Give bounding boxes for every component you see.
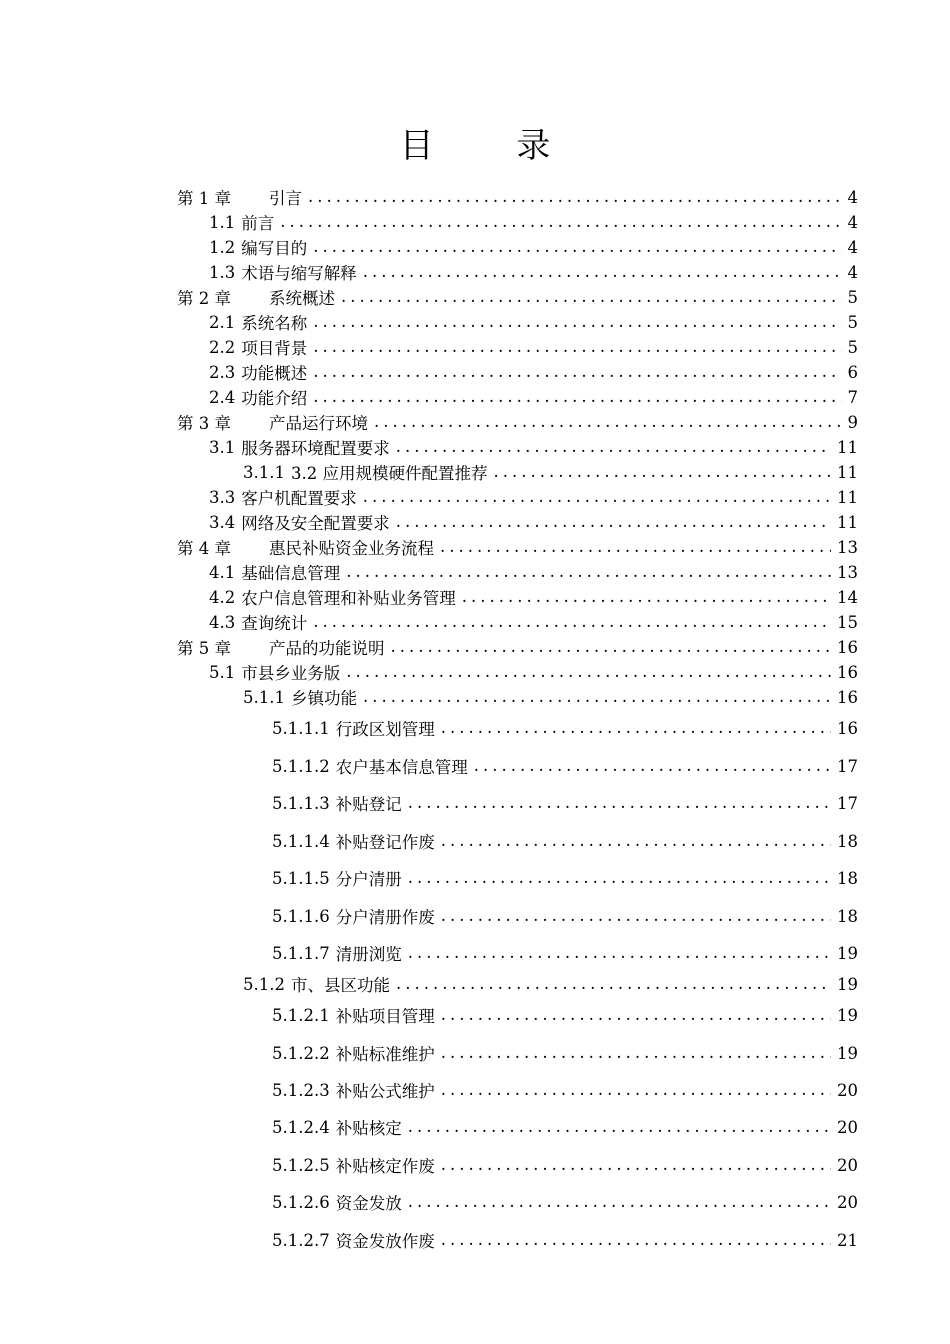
toc-entry-label: 行政区划管理: [335, 720, 435, 739]
toc-entry-label: 3.2 应用规模硬件配置推荐: [290, 464, 488, 483]
toc-entry-page: 18: [837, 906, 858, 926]
toc-entry-page: 4: [847, 262, 858, 282]
toc-entry-label: 资金发放: [335, 1194, 402, 1213]
toc-entry[interactable]: [272, 1190, 858, 1214]
toc-entry-number: 第 2 章: [177, 289, 231, 308]
toc-entry-label: 前言: [241, 214, 275, 233]
toc-entry-page: 16: [837, 718, 858, 738]
toc-entry-number: 5.1.2.3: [272, 1080, 330, 1100]
dot-leader: [346, 560, 831, 584]
toc-entry[interactable]: [209, 560, 858, 584]
toc-entry-page: 20: [837, 1155, 858, 1175]
toc-entry-page: 19: [837, 1005, 858, 1025]
toc-entry-label: 市、县区功能: [290, 976, 390, 995]
toc-entry-number: 第 3 章: [177, 414, 231, 433]
toc-entry-number: 5.1.1.6: [272, 906, 330, 926]
toc-entry[interactable]: [209, 360, 858, 384]
toc-entry-number: 5.1.1.7: [272, 943, 330, 963]
toc-entry-number: 5.1.1.5: [272, 868, 330, 888]
toc-entry-page: 16: [837, 637, 858, 657]
toc-entry-label: 系统名称: [241, 314, 308, 333]
toc-entry[interactable]: [209, 385, 858, 409]
toc-entry-number: 第 5 章: [177, 639, 231, 658]
toc-entry-page: 7: [847, 387, 858, 407]
toc-entry[interactable]: [272, 1228, 858, 1252]
toc-entry-number: 5.1.1.3: [272, 793, 330, 813]
dot-leader: [363, 685, 831, 709]
toc-entry-number: 2.1: [209, 312, 236, 332]
toc-entry-page: 11: [837, 437, 858, 457]
toc-entry-number: 1.3: [209, 262, 236, 282]
dot-leader: [474, 754, 831, 778]
toc-entry-label: 乡镇功能: [290, 689, 357, 708]
toc-entry-page: 14: [837, 587, 858, 607]
toc-entry-page: 4: [847, 212, 858, 232]
toc-entry[interactable]: [272, 1003, 858, 1027]
toc-entry-label: 补贴登记: [335, 795, 402, 814]
toc-entry-page: 5: [847, 312, 858, 332]
dot-leader: [441, 1041, 831, 1065]
toc-entry[interactable]: [272, 1153, 858, 1177]
toc-entry[interactable]: [209, 660, 858, 684]
toc-entry-number: 2.2: [209, 337, 236, 357]
toc-entry-label: 基础信息管理: [241, 564, 341, 583]
toc-entry-label: 清册浏览: [335, 945, 402, 964]
toc-entry-number: 5.1.2: [243, 974, 285, 994]
dot-leader: [441, 1078, 831, 1102]
toc-entry-number: 5.1.2.2: [272, 1043, 330, 1063]
toc-entry-page: 4: [847, 237, 858, 257]
toc-entry[interactable]: [243, 685, 858, 709]
dot-leader: [374, 410, 842, 434]
toc-entry-number: 3.3: [209, 487, 236, 507]
toc-entry-number: 3.4: [209, 512, 236, 532]
toc-entry-label: 客户机配置要求: [241, 489, 357, 508]
dot-leader: [313, 385, 841, 409]
toc-entry-label: 补贴登记作废: [335, 833, 435, 852]
toc-entry[interactable]: [209, 435, 858, 459]
toc-entry-page: 21: [837, 1230, 858, 1250]
toc-entry-label: 产品的功能说明: [269, 639, 385, 658]
dot-leader: [441, 1153, 831, 1177]
toc-entry-page: 19: [837, 943, 858, 963]
toc-entry-page: 9: [847, 412, 858, 432]
dot-leader: [441, 829, 831, 853]
toc-entry[interactable]: [177, 635, 858, 659]
dot-leader: [396, 510, 831, 534]
toc-entry-label: 服务器环境配置要求: [241, 439, 390, 458]
toc-entry[interactable]: [209, 335, 858, 359]
toc-entry-page: 17: [837, 756, 858, 776]
toc-entry-page: 18: [837, 868, 858, 888]
toc-entry-number: 5.1: [209, 662, 236, 682]
toc-entry-page: 11: [837, 512, 858, 532]
toc-entry-label: 分户清册: [335, 870, 402, 889]
dot-leader: [313, 235, 841, 259]
dot-leader: [408, 791, 831, 815]
toc-entry-label: 系统概述: [269, 289, 335, 308]
toc-entry-label: 农户基本信息管理: [335, 758, 468, 777]
toc-entry[interactable]: [209, 610, 858, 634]
toc-entry[interactable]: [243, 460, 858, 484]
dot-leader: [391, 635, 832, 659]
toc-entry-page: 5: [847, 337, 858, 357]
toc-entry[interactable]: [209, 585, 858, 609]
dot-leader: [396, 972, 831, 996]
toc-entry[interactable]: [272, 1115, 858, 1139]
toc-entry-number: 3.1: [209, 437, 236, 457]
toc-entry-label: 惠民补贴资金业务流程: [269, 539, 434, 558]
toc-entry-label: 市县乡业务版: [241, 664, 341, 683]
toc-entry[interactable]: [209, 210, 858, 234]
dot-leader: [396, 435, 831, 459]
dot-leader: [408, 1190, 831, 1214]
toc-entry-page: 11: [837, 462, 858, 482]
dot-leader: [280, 210, 841, 234]
toc-entry-number: 3.1.1: [243, 462, 285, 482]
toc-entry-label: 补贴公式维护: [335, 1082, 435, 1101]
dot-leader: [441, 904, 831, 928]
toc-entry-number: 5.1.1.2: [272, 756, 330, 776]
toc-entry-page: 11: [837, 487, 858, 507]
toc-entry[interactable]: [177, 285, 858, 309]
toc-entry-label: 分户清册作废: [335, 908, 435, 927]
toc-entry-number: 5.1.2.6: [272, 1192, 330, 1212]
toc-entry-page: 17: [837, 793, 858, 813]
toc-entry[interactable]: [272, 1078, 858, 1102]
toc-entry-number: 2.3: [209, 362, 236, 382]
toc-entry[interactable]: [272, 904, 858, 928]
dot-leader: [363, 485, 831, 509]
toc-entry-number: 第 4 章: [177, 539, 231, 558]
dot-leader: [441, 716, 831, 740]
toc-entry[interactable]: [272, 1041, 858, 1065]
dot-leader: [440, 535, 831, 559]
toc-entry-label: 补贴项目管理: [335, 1007, 435, 1026]
toc-entry-number: 1.2: [209, 237, 236, 257]
toc-entry-label: 查询统计: [241, 614, 308, 633]
toc-entry[interactable]: [272, 754, 858, 778]
toc-entry-number: 5.1.2.4: [272, 1117, 330, 1137]
toc-entry-label: 引言: [269, 189, 302, 208]
dot-leader: [363, 260, 842, 284]
dot-leader: [313, 335, 841, 359]
toc-entry-number: 5.1.1.1: [272, 718, 330, 738]
toc-entry-page: 5: [847, 287, 858, 307]
dot-leader: [313, 360, 841, 384]
toc-entry-label: 资金发放作废: [335, 1232, 435, 1251]
toc-entry-page: 20: [837, 1080, 858, 1100]
toc-entry-number: 5.1.2.1: [272, 1005, 330, 1025]
toc-entry-number: 4.1: [209, 562, 236, 582]
dot-leader: [308, 185, 842, 209]
toc-entry-page: 19: [837, 1043, 858, 1063]
toc-entry-number: 2.4: [209, 387, 236, 407]
toc-entry-label: 补贴核定作废: [335, 1157, 435, 1176]
toc-entry[interactable]: [209, 235, 858, 259]
toc-entry[interactable]: [177, 535, 858, 559]
toc-entry-label: 术语与缩写解释: [241, 264, 357, 283]
toc-entry[interactable]: [243, 972, 858, 996]
toc-entry-label: 网络及安全配置要求: [241, 514, 390, 533]
toc-entry-number: 5.1.1: [243, 687, 285, 707]
toc-entry[interactable]: [272, 716, 858, 740]
dot-leader: [313, 310, 841, 334]
toc-entry-label: 功能介绍: [241, 389, 308, 408]
toc-entry-page: 15: [837, 612, 858, 632]
toc-entry-number: 第 1 章: [177, 189, 231, 208]
toc-entry-page: 16: [837, 662, 858, 682]
toc-entry-label: 产品运行环境: [269, 414, 368, 433]
toc-entry-label: 项目背景: [241, 339, 308, 358]
toc-entry[interactable]: [209, 485, 858, 509]
dot-leader: [408, 941, 831, 965]
dot-leader: [441, 1003, 831, 1027]
dot-leader: [408, 1115, 831, 1139]
toc-entry-page: 20: [837, 1192, 858, 1212]
page-title: 目 录: [399, 126, 587, 166]
toc-entry-number: 5.1.1.4: [272, 831, 330, 851]
toc-entry-number: 5.1.2.5: [272, 1155, 330, 1175]
toc-entry[interactable]: [177, 185, 858, 209]
toc-entry-label: 编写目的: [241, 239, 308, 258]
toc-entry-page: 13: [837, 537, 858, 557]
toc-entry-page: 16: [837, 687, 858, 707]
toc-entry[interactable]: [209, 260, 858, 284]
toc-entry-number: 1.1: [209, 212, 236, 232]
toc-entry-page: 20: [837, 1117, 858, 1137]
toc-entry-label: 农户信息管理和补贴业务管理: [241, 589, 456, 608]
dot-leader: [313, 610, 831, 634]
toc-entry-label: 补贴核定: [335, 1119, 402, 1138]
toc-entry-number: 4.2: [209, 587, 236, 607]
toc-entry-label: 补贴标准维护: [335, 1045, 435, 1064]
toc-entry[interactable]: [209, 310, 858, 334]
toc-entry[interactable]: [272, 866, 858, 890]
dot-leader: [346, 660, 831, 684]
dot-leader: [341, 285, 842, 309]
dot-leader: [462, 585, 831, 609]
toc-entry-page: 6: [847, 362, 858, 382]
toc-entry[interactable]: [272, 791, 858, 815]
toc-entry-page: 4: [847, 187, 858, 207]
toc-entry-page: 19: [837, 974, 858, 994]
toc-entry-number: 4.3: [209, 612, 236, 632]
toc-entry[interactable]: [177, 410, 858, 434]
toc-entry[interactable]: [272, 941, 858, 965]
toc-entry-page: 18: [837, 831, 858, 851]
toc-entry-label: 功能概述: [241, 364, 308, 383]
dot-leader: [493, 460, 831, 484]
toc-entry-number: 5.1.2.7: [272, 1230, 330, 1250]
toc-entry[interactable]: [209, 510, 858, 534]
toc-entry-page: 13: [837, 562, 858, 582]
dot-leader: [408, 866, 831, 890]
dot-leader: [441, 1228, 831, 1252]
toc-entry[interactable]: [272, 829, 858, 853]
